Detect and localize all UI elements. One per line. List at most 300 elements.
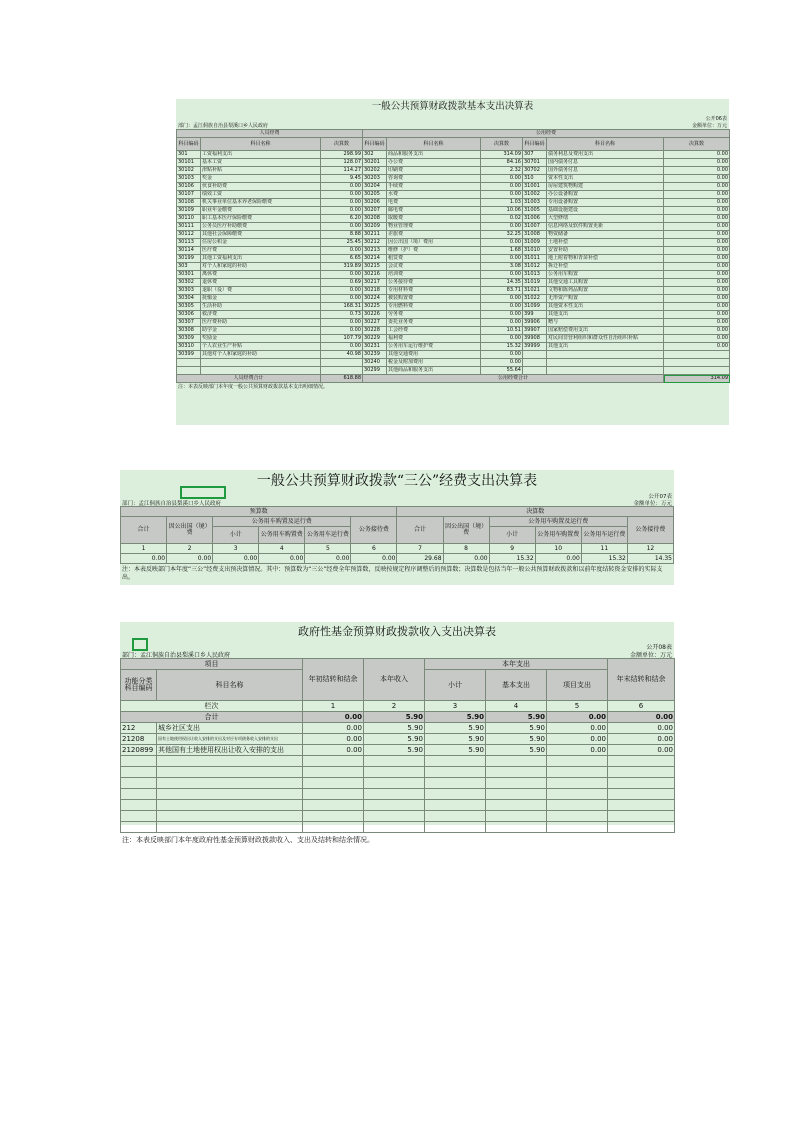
cell-amount: 0.00 <box>481 351 523 359</box>
cell-value: 0.00 <box>535 554 581 564</box>
cell-code: 302 <box>363 151 387 159</box>
cell-amount: 84.16 <box>481 159 523 167</box>
cell-amount: 114.27 <box>321 167 363 175</box>
cell-amount: 40.98 <box>321 351 363 359</box>
empty-cell <box>157 756 303 767</box>
empty-cell <box>364 811 425 822</box>
cell-amount: 0.00 <box>664 335 730 343</box>
total-value: 5.90 <box>486 712 547 723</box>
cell-value: 0.00 <box>167 554 213 564</box>
cell-code: 31009 <box>523 239 547 247</box>
cell-name: 个人农业生产补贴 <box>201 343 321 351</box>
col-number: 4 <box>259 544 305 554</box>
cell-amount: 55.64 <box>481 367 523 375</box>
sheet1-title: 一般公共预算财政拨款基本支出决算表 <box>371 101 534 112</box>
col-end: 年末结转和结余 <box>608 659 675 701</box>
cell-code: 30215 <box>363 263 387 271</box>
empty-cell <box>486 767 547 778</box>
cell-value: 5.90 <box>486 745 547 756</box>
cell-code: 31099 <box>523 303 547 311</box>
table-row <box>177 367 730 375</box>
cell-code: 30108 <box>177 199 201 207</box>
cell-value: 29.68 <box>397 554 443 564</box>
table-row <box>177 279 730 287</box>
col-abroad: 因公出国（境）费 <box>167 517 213 544</box>
empty-cell <box>303 756 364 767</box>
empty-cell <box>608 822 675 833</box>
cell-code: 30299 <box>363 367 387 375</box>
col-subtotal: 小计 <box>489 527 535 544</box>
cell-code <box>523 367 547 375</box>
col-amount: 决算数 <box>321 138 363 151</box>
cell-name: 大型修缮 <box>547 215 664 223</box>
cell-amount: 0.00 <box>664 175 730 183</box>
empty-cell <box>608 811 675 822</box>
cell-value: 5.90 <box>364 734 425 745</box>
cell-amount: 8.88 <box>321 231 363 239</box>
table-row <box>121 723 675 734</box>
cell-name: 国内债务付息 <box>547 159 664 167</box>
cell-name: 奖励金 <box>201 335 321 343</box>
cell-amount: 0.00 <box>481 183 523 191</box>
basic-expenditure-sheet <box>176 99 729 425</box>
col-car-run: 公务用车运行费 <box>305 527 351 544</box>
cell-code: 30229 <box>363 335 387 343</box>
cell-value: 0.00 <box>121 554 167 564</box>
public-total[interactable]: 314.09 <box>664 375 730 383</box>
cell-amount: 0.02 <box>481 215 523 223</box>
cell-code: 30216 <box>363 271 387 279</box>
table-row <box>177 327 730 335</box>
cell-code: 30218 <box>363 287 387 295</box>
cell-value: 5.90 <box>425 734 486 745</box>
empty-cell <box>157 778 303 789</box>
total-value: 0.00 <box>547 712 608 723</box>
col-code: 科目编码 <box>363 138 387 151</box>
col-code: 功能分类科目编码 <box>121 670 157 701</box>
cell-code: 31006 <box>523 215 547 223</box>
sheet2-code: 公开07表 <box>648 494 672 500</box>
cell-name: 生活补助 <box>201 303 321 311</box>
empty-cell <box>364 778 425 789</box>
col-begin: 年初结转和结余 <box>303 659 364 701</box>
cell-value: 0.00 <box>608 745 675 756</box>
sheet1-note: 注：本表反映部门本年度一般公共预算财政拨款基本支出明细情况。 <box>178 384 329 390</box>
empty-cell <box>547 756 608 767</box>
cell-name: 住房公积金 <box>201 239 321 247</box>
cell-name: 房屋建筑物购建 <box>547 183 664 191</box>
empty-row <box>121 789 675 800</box>
cell-amount: 0.00 <box>664 295 730 303</box>
empty-cell <box>608 778 675 789</box>
cell-amount: 0.00 <box>481 239 523 247</box>
cell-code: 30303 <box>177 287 201 295</box>
cell-value: 5.90 <box>425 745 486 756</box>
cell-amount: 0.00 <box>664 247 730 255</box>
table-row <box>177 191 730 199</box>
cell-name: 印刷费 <box>387 167 481 175</box>
cell-name: 专用设备购置 <box>547 199 664 207</box>
cell-code: 31005 <box>523 207 547 215</box>
cell-code: 301 <box>177 151 201 159</box>
empty-cell <box>547 767 608 778</box>
table-row <box>121 745 675 756</box>
empty-cell <box>364 800 425 811</box>
col-amount: 决算数 <box>664 138 730 151</box>
car-header: 公务用车购置及运行费 <box>489 517 627 527</box>
cell-value: 5.90 <box>486 723 547 734</box>
empty-cell <box>425 767 486 778</box>
cell-code: 30110 <box>177 215 201 223</box>
cell-amount: 107.79 <box>321 335 363 343</box>
empty-cell <box>547 822 608 833</box>
empty-cell <box>364 767 425 778</box>
cell-code: 30226 <box>363 311 387 319</box>
cell-code: 30213 <box>363 247 387 255</box>
cell-value: 0.00 <box>303 723 364 734</box>
table-row <box>177 255 730 263</box>
cell-amount: 0.00 <box>664 279 730 287</box>
cell-amount: 25.45 <box>321 239 363 247</box>
cell-code: 303 <box>177 263 201 271</box>
col-code: 科目编码 <box>177 138 201 151</box>
col-number: 4 <box>486 701 547 712</box>
col-total: 合计 <box>121 517 167 544</box>
cell-code: 30107 <box>177 191 201 199</box>
car-header: 公务用车购置及运行费 <box>213 517 351 527</box>
cell-name: 基础设施建设 <box>547 207 664 215</box>
public-total-label: 公用经费合计 <box>363 375 664 383</box>
cell-value: 0.00 <box>303 745 364 756</box>
cell-code: 30227 <box>363 319 387 327</box>
cell-name: 手续费 <box>387 183 481 191</box>
cell-code: 30206 <box>363 199 387 207</box>
cell-amount: 0.00 <box>321 271 363 279</box>
cell-name: 其他社会保障缴费 <box>201 231 321 239</box>
cell-amount: 0.00 <box>481 319 523 327</box>
cell-amount: 6.65 <box>321 255 363 263</box>
cell-amount: 0.00 <box>664 311 730 319</box>
cell-amount: 0.00 <box>664 271 730 279</box>
col-number: 11 <box>581 544 627 554</box>
cell-amount: 168.31 <box>321 303 363 311</box>
cell-code: 31008 <box>523 231 547 239</box>
cell-name: 商品和服务支出 <box>387 151 481 159</box>
cell-code <box>523 351 547 359</box>
total-value: 0.00 <box>608 712 675 723</box>
table-row <box>177 175 730 183</box>
cell-code: 30228 <box>363 327 387 335</box>
empty-cell <box>486 800 547 811</box>
cell-code: 39908 <box>523 335 547 343</box>
empty-cell <box>121 800 157 811</box>
cell-name: 退休费 <box>201 279 321 287</box>
empty-cell <box>157 767 303 778</box>
col-number: 7 <box>397 544 443 554</box>
col-number: 3 <box>213 544 259 554</box>
cell-amount: 1.03 <box>481 199 523 207</box>
cell-amount: 0.00 <box>481 359 523 367</box>
cell-amount: 0.00 <box>664 223 730 231</box>
col-number: 9 <box>489 544 535 554</box>
cell-name: 其他工资福利支出 <box>201 255 321 263</box>
cell-name: 城乡社区支出 <box>157 723 303 734</box>
cell-code: 30399 <box>177 351 201 359</box>
cell-value: 15.32 <box>581 554 627 564</box>
cell-code: 212 <box>121 723 157 734</box>
cell-amount: 0.00 <box>321 287 363 295</box>
empty-cell <box>547 789 608 800</box>
empty-cell <box>157 789 303 800</box>
col-name: 科目名称 <box>387 138 481 151</box>
project-header: 项目 <box>121 659 303 670</box>
cell-value: 0.00 <box>547 745 608 756</box>
cell-name: 机关事业单位基本养老保险缴费 <box>201 199 321 207</box>
cell-amount: 0.00 <box>481 175 523 183</box>
empty-cell <box>425 756 486 767</box>
cell-code: 30214 <box>363 255 387 263</box>
cell-code: 30309 <box>177 335 201 343</box>
cell-name: 公务用车运行维护费 <box>387 343 481 351</box>
cell-code: 30102 <box>177 167 201 175</box>
empty-cell <box>608 800 675 811</box>
cell-code: 30114 <box>177 247 201 255</box>
cell-name: 税金及附加费用 <box>387 359 481 367</box>
cell-amount: 10.51 <box>481 327 523 335</box>
empty-cell <box>121 778 157 789</box>
empty-cell <box>364 756 425 767</box>
final-header: 决算数 <box>397 507 674 517</box>
col-number: 2 <box>167 544 213 554</box>
empty-cell <box>303 789 364 800</box>
cell-code: 30208 <box>363 215 387 223</box>
cell-amount: 0.00 <box>481 223 523 231</box>
cell-value: 5.90 <box>425 723 486 734</box>
cell-name: 赠与 <box>547 319 664 327</box>
cell-amount: 0.00 <box>664 239 730 247</box>
cell-amount: 0.69 <box>321 279 363 287</box>
cell-amount: 0.73 <box>321 311 363 319</box>
cell-value: 0.00 <box>547 734 608 745</box>
sheet1-table <box>176 129 730 383</box>
empty-cell <box>608 756 675 767</box>
cell-amount: 0.00 <box>481 295 523 303</box>
cell-code: 31019 <box>523 279 547 287</box>
cell-code: 30301 <box>177 271 201 279</box>
empty-cell <box>157 822 303 833</box>
cell-amount: 0.00 <box>664 151 730 159</box>
cell-amount: 0.00 <box>664 167 730 175</box>
cell-amount: 128.07 <box>321 159 363 167</box>
empty-row <box>121 756 675 767</box>
empty-row <box>121 767 675 778</box>
empty-cell <box>121 811 157 822</box>
empty-cell <box>486 811 547 822</box>
cell-amount: 0.00 <box>321 199 363 207</box>
cell-value: 0.00 <box>608 723 675 734</box>
table-row <box>177 319 730 327</box>
col-income: 本年收入 <box>364 659 425 701</box>
cell-value: 5.90 <box>364 745 425 756</box>
table-row <box>177 207 730 215</box>
cell-code: 30101 <box>177 159 201 167</box>
col-number: 10 <box>535 544 581 554</box>
sheet2-dept: 部门：孟江侗族自治县梨溪口乡人民政府 <box>122 501 222 507</box>
col-number: 1 <box>121 544 167 554</box>
cell-amount: 2.32 <box>481 167 523 175</box>
cell-name: 公务员医疗补助缴费 <box>201 223 321 231</box>
col-amount: 决算数 <box>481 138 523 151</box>
cell-name: 安置补助 <box>547 247 664 255</box>
cell-code: 30111 <box>177 223 201 231</box>
cell-value: 14.35 <box>627 554 673 564</box>
cell-code: 30207 <box>363 207 387 215</box>
col-car-buy: 公务用车购置费 <box>259 527 305 544</box>
table-row <box>177 303 730 311</box>
cell-code: 30109 <box>177 207 201 215</box>
cell-name: 会议费 <box>387 263 481 271</box>
cell-amount: 0.00 <box>664 159 730 167</box>
col-reception: 公务接待费 <box>627 517 673 544</box>
empty-cell <box>121 767 157 778</box>
col-code: 科目编码 <box>523 138 547 151</box>
cell-name: 地上附着物和青苗补偿 <box>547 255 664 263</box>
cell-code: 307 <box>523 151 547 159</box>
cell-code: 31010 <box>523 247 547 255</box>
budget-header: 预算数 <box>121 507 397 517</box>
cell-name <box>201 367 321 375</box>
cell-name: 取暖费 <box>387 215 481 223</box>
table-row <box>177 215 730 223</box>
table-row <box>177 199 730 207</box>
cell-code: 30201 <box>363 159 387 167</box>
cell-code: 31007 <box>523 223 547 231</box>
cell-code: 31013 <box>523 271 547 279</box>
empty-cell <box>121 756 157 767</box>
cell-code: 30240 <box>363 359 387 367</box>
cell-name: 工资福利支出 <box>201 151 321 159</box>
cell-amount <box>321 359 363 367</box>
cell-amount: 10.06 <box>481 207 523 215</box>
table-row <box>177 335 730 343</box>
cell-name: 救济费 <box>201 311 321 319</box>
col-reception: 公务接待费 <box>351 517 397 544</box>
cell-code: 30204 <box>363 183 387 191</box>
cell-code: 31011 <box>523 255 547 263</box>
total-value: 5.90 <box>364 712 425 723</box>
cell-name: 因公出国（境）费用 <box>387 239 481 247</box>
cell-amount: 0.00 <box>321 207 363 215</box>
col-car-buy: 公务用车购置费 <box>535 527 581 544</box>
empty-row <box>121 811 675 822</box>
empty-cell <box>303 822 364 833</box>
sheet3-unit: 金额单位：万元 <box>629 652 672 659</box>
cell-name: 其他对个人和家庭的补助 <box>201 351 321 359</box>
empty-cell <box>364 822 425 833</box>
cell-amount: 0.00 <box>664 191 730 199</box>
cell-amount: 0.00 <box>664 319 730 327</box>
cell-value: 0.00 <box>608 734 675 745</box>
cell-name: 培训费 <box>387 271 481 279</box>
cell-name: 劳务费 <box>387 311 481 319</box>
cell-code: 30211 <box>363 231 387 239</box>
personnel-header: 人员经费 <box>177 130 363 138</box>
table-row <box>177 231 730 239</box>
cell-code: 30112 <box>177 231 201 239</box>
cell-code: 30106 <box>177 183 201 191</box>
cell-code: 310 <box>523 175 547 183</box>
cell-amount: 0.00 <box>664 287 730 295</box>
table-row <box>177 271 730 279</box>
col-subtotal: 小计 <box>425 670 486 701</box>
cell-value: 5.90 <box>364 723 425 734</box>
cell-amount: 0.00 <box>321 247 363 255</box>
cell-amount: 298.99 <box>321 151 363 159</box>
col-total: 合计 <box>397 517 443 544</box>
table-row <box>177 159 730 167</box>
sheet3-table <box>120 658 675 833</box>
cell-code: 39906 <box>523 319 547 327</box>
cell-name: 其他支出 <box>547 343 664 351</box>
cell-name: 基本工资 <box>201 159 321 167</box>
col-number: 12 <box>627 544 673 554</box>
cell-amount: 0.00 <box>664 183 730 191</box>
cell-name: 其他交通工具购置 <box>547 279 664 287</box>
table-row <box>177 311 730 319</box>
cell-name: 其他国有土地使用权出让收入安排的支出 <box>157 745 303 756</box>
cell-name: 债务利息及费用支出 <box>547 151 664 159</box>
sheet1-dept: 部门：孟江侗族自治县梨溪口乡人民政府 <box>178 123 269 129</box>
total-label: 合计 <box>121 712 303 723</box>
cell-name: 工会经费 <box>387 327 481 335</box>
empty-cell <box>364 789 425 800</box>
cell-code: 21208 <box>121 734 157 745</box>
cell-name: 维修（护）费 <box>387 247 481 255</box>
cell-code: 39907 <box>523 327 547 335</box>
col-number: 6 <box>608 701 675 712</box>
col-number: 6 <box>351 544 397 554</box>
cell-value: 0.00 <box>443 554 489 564</box>
sheet3-note: 注：本表反映部门本年度政府性基金预算财政拨款收入、支出及结转和结余情况。 <box>122 836 374 844</box>
cell-code: 30205 <box>363 191 387 199</box>
gov-fund-sheet <box>120 622 674 844</box>
cell-code: 30113 <box>177 239 201 247</box>
cell-name <box>547 359 664 367</box>
cell-amount: 15.32 <box>481 343 523 351</box>
col-number: 5 <box>305 544 351 554</box>
cell-name: 职业年金缴费 <box>201 207 321 215</box>
cell-code: 31003 <box>523 199 547 207</box>
cell-name: 其他资本性支出 <box>547 303 664 311</box>
personnel-total: 618.88 <box>321 375 363 383</box>
cell-name: 资本性支出 <box>547 175 664 183</box>
cell-name: 物资储备 <box>547 231 664 239</box>
cell-amount: 0.00 <box>481 303 523 311</box>
cell-amount: 319.89 <box>321 263 363 271</box>
cell-code: 30702 <box>523 167 547 175</box>
cell-name: 国家赔偿费用支出 <box>547 327 664 335</box>
cell-name: 专用燃料费 <box>387 303 481 311</box>
cell-code <box>177 359 201 367</box>
cell-amount: 0.00 <box>664 327 730 335</box>
cell-amount: 0.00 <box>481 191 523 199</box>
sheet2-meta <box>120 492 674 506</box>
col-seq-label: 栏次 <box>121 701 303 712</box>
three-public-sheet <box>120 470 674 585</box>
cell-code: 39999 <box>523 343 547 351</box>
empty-cell <box>121 789 157 800</box>
cell-value: 0.00 <box>351 554 397 564</box>
